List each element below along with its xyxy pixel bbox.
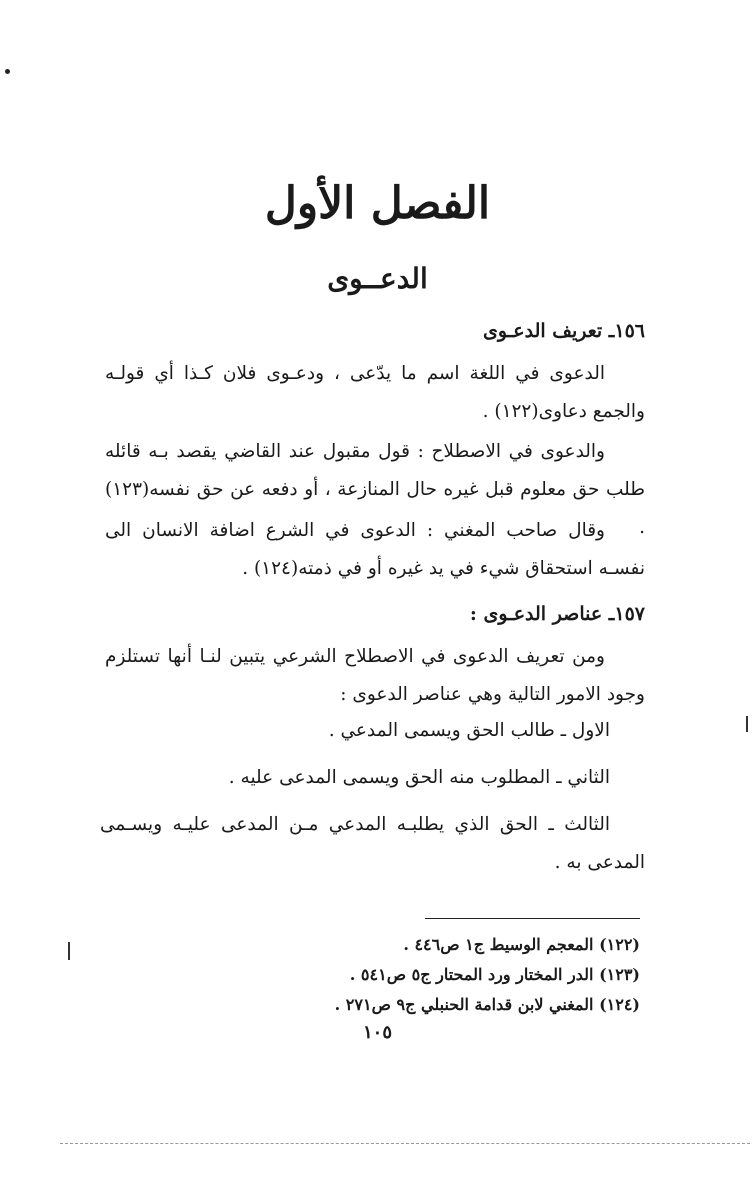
paragraph: ومن تعريف الدعوى في الاصطلاح الشرعي يتبين لنـا أنها تستلزم وجود الامور التالية وهي عناصر الدعوى : — [105, 646, 645, 705]
paragraph: الدعوى في اللغة اسم ما يدّعى ، ودعـوى فلان كـذا أي قولـه والجمع دعاوى(١٢٢) . — [105, 363, 645, 422]
chapter-title: الفصل الأول — [264, 178, 491, 229]
section-heading: ١٥٧ـ عناصر الدعـوى : — [469, 603, 645, 625]
page-number: ١٠٥ — [362, 1022, 392, 1043]
list-item: الثاني ـ المطلوب منه الحق ويسمى المدعى عليه . — [228, 767, 610, 788]
scan-dot-mark — [5, 69, 10, 74]
scan-bottom-edge — [60, 1143, 750, 1144]
scan-edge-mark — [68, 942, 70, 960]
list-item: الاول ـ طالب الحق ويسمى المدعي . — [328, 720, 610, 741]
paragraph: وقال صاحب المغني : الدعوى في الشرع اضافة الانسان الى نفسـه استحقاق شيء في يد غيره أو في ذمته(١٢٤) . — [105, 520, 645, 579]
footnote-divider — [425, 918, 640, 919]
paragraph: والدعوى في الاصطلاح : قول مقبول عند القاضي يقصد بـه قائله طلب حق معلوم قبل غيره حال المنازعة ، أو دفعه عن حق نفسه(١٢٣) . — [105, 441, 645, 538]
section-title: الدعــوى — [327, 262, 428, 295]
footnote: (١٢٤) المغني لابن قدامة الحنبلي ج٩ ص٢٧١ . — [334, 995, 640, 1014]
footnotes — [190, 930, 640, 1020]
footnote: (١٢٢) المعجم الوسيط ج١ ص٤٤٦ . — [403, 935, 640, 954]
scan-edge-mark — [746, 716, 748, 732]
footnote: (١٢٣) الدر المختار ورد المحتار ج٥ ص٥٤١ . — [349, 965, 640, 984]
section-heading: ١٥٦ـ تعريف الدعـوى — [483, 320, 645, 342]
list-item: الثالث ـ الحق الذي يطلبـه المدعي مـن المدعى عليـه ويسـمى المدعى به . — [100, 814, 645, 873]
